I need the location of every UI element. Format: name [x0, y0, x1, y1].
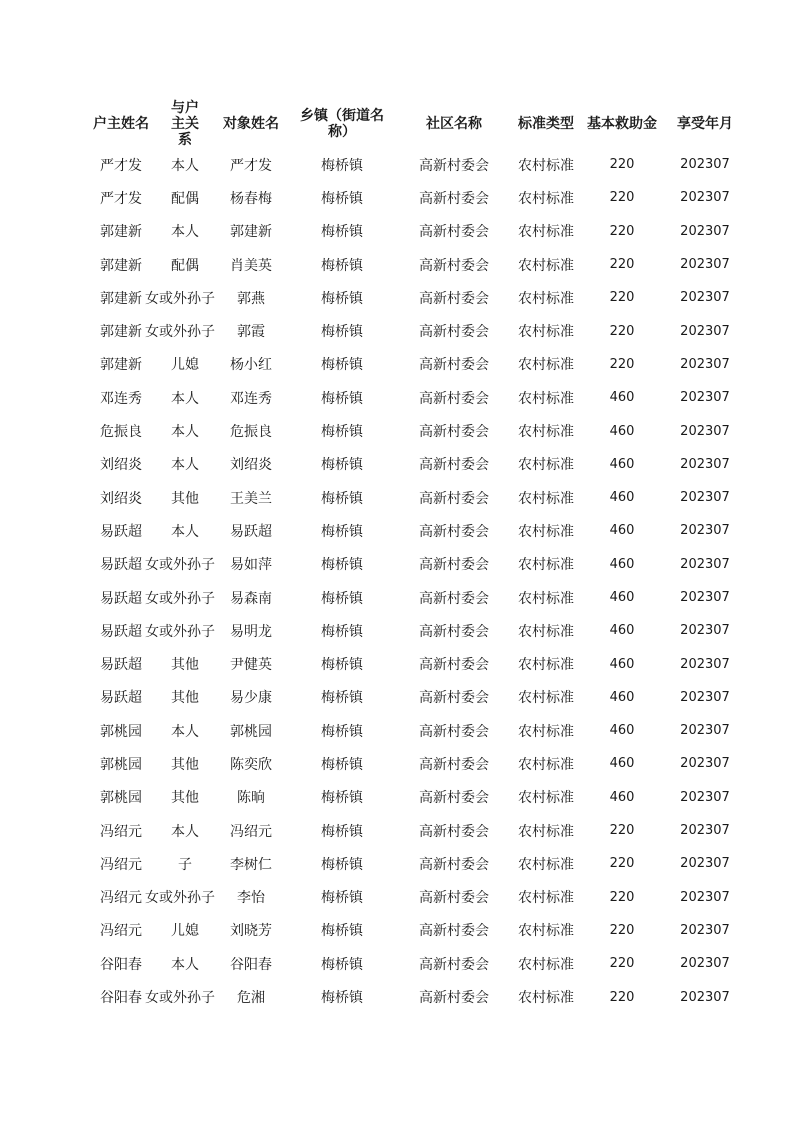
relation-cell [145, 614, 216, 647]
township-cell: 梅桥镇 [321, 190, 363, 207]
relation-text: 子 [178, 856, 192, 873]
year-month-cell: 202307 [680, 257, 730, 273]
relation-text: 女或外孙子 [145, 290, 215, 307]
table-row [88, 548, 748, 581]
householder-cell: 冯绍元 [100, 923, 142, 940]
standard-type-cell: 农村标准 [518, 224, 574, 241]
community-cell: 高新村委会 [419, 823, 489, 840]
relation-text: 配偶 [171, 190, 199, 207]
householder-cell: 邓连秀 [100, 390, 142, 407]
relation-text: 其他 [171, 790, 199, 807]
relation-cell [154, 914, 216, 947]
year-month-cell: 202307 [680, 190, 730, 206]
recipient-cell: 李怡 [237, 890, 265, 907]
relation-cell [154, 248, 216, 281]
basic-aid-cell: 220 [609, 956, 635, 972]
basic-aid-cell: 220 [609, 889, 635, 905]
community-cell: 高新村委会 [419, 890, 489, 907]
community-cell: 高新村委会 [419, 290, 489, 307]
standard-type-cell: 农村标准 [518, 990, 574, 1007]
recipient-cell: 易跃超 [230, 523, 272, 540]
standard-type-cell: 农村标准 [518, 956, 574, 973]
standard-type-cell: 农村标准 [518, 590, 574, 607]
relation-text: 本人 [171, 457, 199, 474]
basic-aid-cell: 220 [609, 257, 635, 273]
recipient-cell: 陈奕欣 [230, 756, 272, 773]
community-cell: 高新村委会 [419, 657, 489, 674]
standard-type-cell: 农村标准 [518, 390, 574, 407]
householder-cell: 易跃超 [100, 523, 142, 540]
community-cell: 高新村委会 [419, 856, 489, 873]
relation-text: 其他 [171, 756, 199, 773]
township-cell: 梅桥镇 [321, 990, 363, 1007]
relation-text: 女或外孙子 [145, 590, 215, 607]
table-row [88, 348, 748, 381]
col-header-community: 社区名称 [426, 116, 482, 132]
basic-aid-cell: 460 [609, 689, 635, 705]
recipient-cell: 刘绍炎 [230, 457, 272, 474]
householder-cell: 易跃超 [100, 590, 142, 607]
year-month-cell: 202307 [680, 889, 730, 905]
community-cell: 高新村委会 [419, 990, 489, 1007]
basic-aid-cell: 220 [609, 356, 635, 372]
recipient-cell: 危振良 [230, 424, 272, 441]
standard-type-cell: 农村标准 [518, 357, 574, 374]
community-cell: 高新村委会 [419, 923, 489, 940]
householder-cell: 冯绍元 [100, 890, 142, 907]
table-row [88, 148, 748, 181]
relation-cell [154, 348, 216, 381]
relation-text: 儿媳 [171, 357, 199, 374]
col-header-township: 乡镇（街道名称） [300, 108, 384, 140]
basic-aid-cell: 460 [609, 556, 635, 572]
table-row [88, 514, 748, 547]
township-cell: 梅桥镇 [321, 623, 363, 640]
relation-cell [154, 647, 216, 680]
year-month-cell: 202307 [680, 490, 730, 506]
township-cell: 梅桥镇 [321, 956, 363, 973]
relation-text: 女或外孙子 [145, 557, 215, 574]
relation-text: 女或外孙子 [145, 623, 215, 640]
table-row [88, 581, 748, 614]
relation-cell [145, 881, 216, 914]
table-row [88, 814, 748, 847]
table-row [88, 181, 748, 214]
relation-text: 本人 [171, 224, 199, 241]
relation-text: 女或外孙子 [145, 990, 215, 1007]
relation-cell [145, 281, 216, 314]
col-header-basic-aid: 基本救助金 [587, 116, 657, 132]
community-cell: 高新村委会 [419, 723, 489, 740]
basic-aid-cell: 460 [609, 723, 635, 739]
householder-cell: 郭桃园 [100, 790, 142, 807]
recipient-cell: 易明龙 [230, 623, 272, 640]
table-row [88, 881, 748, 914]
township-cell: 梅桥镇 [321, 390, 363, 407]
householder-cell: 严才发 [100, 190, 142, 207]
relation-text: 女或外孙子 [145, 324, 215, 341]
standard-type-cell: 农村标准 [518, 257, 574, 274]
basic-aid-cell: 220 [609, 823, 635, 839]
recipient-cell: 刘晓芳 [230, 923, 272, 940]
recipient-cell: 郭燕 [237, 290, 265, 307]
relation-text: 女或外孙子 [145, 890, 215, 907]
householder-cell: 危振良 [100, 424, 142, 441]
table-row [88, 414, 748, 447]
basic-aid-cell: 220 [609, 922, 635, 938]
relation-cell [154, 814, 216, 847]
standard-type-cell: 农村标准 [518, 657, 574, 674]
table-row [88, 781, 748, 814]
relation-cell [154, 781, 216, 814]
township-cell: 梅桥镇 [321, 424, 363, 441]
relation-text: 本人 [171, 956, 199, 973]
householder-cell: 易跃超 [100, 557, 142, 574]
table-row [88, 714, 748, 747]
year-month-cell: 202307 [680, 789, 730, 805]
relation-cell [154, 847, 216, 880]
table-row [88, 914, 748, 947]
relation-text: 本人 [171, 523, 199, 540]
relation-cell [154, 148, 216, 181]
recipient-cell: 谷阳春 [230, 956, 272, 973]
year-month-cell: 202307 [680, 390, 730, 406]
relation-text: 配偶 [171, 257, 199, 274]
recipient-cell: 冯绍元 [230, 823, 272, 840]
table-row [88, 847, 748, 880]
township-cell: 梅桥镇 [321, 257, 363, 274]
recipient-cell: 易森南 [230, 590, 272, 607]
table-row [88, 747, 748, 780]
relation-cell [154, 947, 216, 980]
standard-type-cell: 农村标准 [518, 623, 574, 640]
col-header-relation: 与户主关系 [171, 100, 199, 148]
recipient-cell: 尹健英 [230, 657, 272, 674]
township-cell: 梅桥镇 [321, 823, 363, 840]
community-cell: 高新村委会 [419, 557, 489, 574]
standard-type-cell: 农村标准 [518, 157, 574, 174]
recipient-cell: 杨春梅 [230, 190, 272, 207]
community-cell: 高新村委会 [419, 224, 489, 241]
township-cell: 梅桥镇 [321, 690, 363, 707]
basic-aid-cell: 220 [609, 223, 635, 239]
standard-type-cell: 农村标准 [518, 523, 574, 540]
relation-text: 其他 [171, 490, 199, 507]
community-cell: 高新村委会 [419, 157, 489, 174]
township-cell: 梅桥镇 [321, 224, 363, 241]
relation-cell [154, 448, 216, 481]
relation-cell [154, 747, 216, 780]
table-row [88, 614, 748, 647]
township-cell: 梅桥镇 [321, 290, 363, 307]
year-month-cell: 202307 [680, 157, 730, 173]
year-month-cell: 202307 [680, 290, 730, 306]
recipient-cell: 易如萍 [230, 557, 272, 574]
basic-aid-cell: 460 [609, 490, 635, 506]
householder-cell: 谷阳春 [100, 990, 142, 1007]
recipient-cell: 王美兰 [230, 490, 272, 507]
relation-cell [154, 514, 216, 547]
relation-cell [154, 681, 216, 714]
community-cell: 高新村委会 [419, 357, 489, 374]
basic-aid-cell: 460 [609, 456, 635, 472]
assistance-table [88, 100, 748, 1014]
relation-cell [154, 414, 216, 447]
relation-cell [145, 980, 216, 1013]
standard-type-cell: 农村标准 [518, 557, 574, 574]
basic-aid-cell: 460 [609, 789, 635, 805]
table-row [88, 448, 748, 481]
basic-aid-cell: 220 [609, 856, 635, 872]
table-row [88, 647, 748, 680]
basic-aid-cell: 220 [609, 157, 635, 173]
standard-type-cell: 农村标准 [518, 190, 574, 207]
recipient-cell: 杨小红 [230, 357, 272, 374]
table-row [88, 381, 748, 414]
table-body [88, 148, 748, 1014]
year-month-cell: 202307 [680, 223, 730, 239]
relation-cell [154, 714, 216, 747]
table-row [88, 281, 748, 314]
relation-cell [154, 381, 216, 414]
year-month-cell: 202307 [680, 922, 730, 938]
township-cell: 梅桥镇 [321, 756, 363, 773]
householder-cell: 冯绍元 [100, 856, 142, 873]
community-cell: 高新村委会 [419, 790, 489, 807]
householder-cell: 易跃超 [100, 690, 142, 707]
householder-cell: 郭建新 [100, 290, 142, 307]
community-cell: 高新村委会 [419, 623, 489, 640]
householder-cell: 郭桃园 [100, 756, 142, 773]
township-cell: 梅桥镇 [321, 856, 363, 873]
recipient-cell: 陈晌 [237, 790, 265, 807]
householder-cell: 郭建新 [100, 224, 142, 241]
relation-text: 其他 [171, 657, 199, 674]
table-row [88, 681, 748, 714]
table-row [88, 314, 748, 347]
householder-cell: 易跃超 [100, 657, 142, 674]
householder-cell: 郭桃园 [100, 723, 142, 740]
relation-cell [154, 181, 216, 214]
township-cell: 梅桥镇 [321, 890, 363, 907]
householder-cell: 刘绍炎 [100, 490, 142, 507]
relation-text: 本人 [171, 390, 199, 407]
year-month-cell: 202307 [680, 723, 730, 739]
township-cell: 梅桥镇 [321, 790, 363, 807]
community-cell: 高新村委会 [419, 190, 489, 207]
community-cell: 高新村委会 [419, 690, 489, 707]
year-month-cell: 202307 [680, 856, 730, 872]
basic-aid-cell: 220 [609, 290, 635, 306]
township-cell: 梅桥镇 [321, 357, 363, 374]
community-cell: 高新村委会 [419, 324, 489, 341]
standard-type-cell: 农村标准 [518, 890, 574, 907]
township-cell: 梅桥镇 [321, 324, 363, 341]
community-cell: 高新村委会 [419, 257, 489, 274]
householder-cell: 谷阳春 [100, 956, 142, 973]
township-cell: 梅桥镇 [321, 523, 363, 540]
relation-text: 本人 [171, 424, 199, 441]
township-cell: 梅桥镇 [321, 723, 363, 740]
basic-aid-cell: 460 [609, 656, 635, 672]
relation-text: 本人 [171, 723, 199, 740]
table-row [88, 215, 748, 248]
relation-text: 儿媳 [171, 923, 199, 940]
standard-type-cell: 农村标准 [518, 790, 574, 807]
relation-cell [145, 314, 216, 347]
year-month-cell: 202307 [680, 689, 730, 705]
relation-text: 其他 [171, 690, 199, 707]
year-month-cell: 202307 [680, 756, 730, 772]
year-month-cell: 202307 [680, 623, 730, 639]
standard-type-cell: 农村标准 [518, 723, 574, 740]
year-month-cell: 202307 [680, 956, 730, 972]
year-month-cell: 202307 [680, 423, 730, 439]
standard-type-cell: 农村标准 [518, 690, 574, 707]
householder-cell: 郭建新 [100, 257, 142, 274]
basic-aid-cell: 220 [609, 989, 635, 1005]
householder-cell: 郭建新 [100, 357, 142, 374]
relation-cell [154, 481, 216, 514]
community-cell: 高新村委会 [419, 424, 489, 441]
recipient-cell: 郭桃园 [230, 723, 272, 740]
col-header-recipient: 对象姓名 [223, 116, 279, 132]
recipient-cell: 易少康 [230, 690, 272, 707]
standard-type-cell: 农村标准 [518, 856, 574, 873]
col-header-householder: 户主姓名 [93, 116, 149, 132]
relation-text: 本人 [171, 157, 199, 174]
basic-aid-cell: 460 [609, 523, 635, 539]
township-cell: 梅桥镇 [321, 923, 363, 940]
recipient-cell: 郭建新 [230, 224, 272, 241]
table-row [88, 947, 748, 980]
standard-type-cell: 农村标准 [518, 424, 574, 441]
township-cell: 梅桥镇 [321, 457, 363, 474]
year-month-cell: 202307 [680, 356, 730, 372]
community-cell: 高新村委会 [419, 457, 489, 474]
township-cell: 梅桥镇 [321, 157, 363, 174]
relation-text: 本人 [171, 823, 199, 840]
table-header-row [88, 100, 748, 148]
township-cell: 梅桥镇 [321, 657, 363, 674]
standard-type-cell: 农村标准 [518, 756, 574, 773]
recipient-cell: 肖美英 [230, 257, 272, 274]
township-cell: 梅桥镇 [321, 590, 363, 607]
basic-aid-cell: 220 [609, 323, 635, 339]
community-cell: 高新村委会 [419, 590, 489, 607]
basic-aid-cell: 460 [609, 623, 635, 639]
householder-cell: 郭建新 [100, 324, 142, 341]
recipient-cell: 李树仁 [230, 856, 272, 873]
year-month-cell: 202307 [680, 823, 730, 839]
year-month-cell: 202307 [680, 456, 730, 472]
standard-type-cell: 农村标准 [518, 490, 574, 507]
standard-type-cell: 农村标准 [518, 290, 574, 307]
standard-type-cell: 农村标准 [518, 324, 574, 341]
year-month-cell: 202307 [680, 323, 730, 339]
year-month-cell: 202307 [680, 523, 730, 539]
recipient-cell: 严才发 [230, 157, 272, 174]
standard-type-cell: 农村标准 [518, 923, 574, 940]
basic-aid-cell: 460 [609, 390, 635, 406]
community-cell: 高新村委会 [419, 390, 489, 407]
table-row [88, 248, 748, 281]
recipient-cell: 邓连秀 [230, 390, 272, 407]
standard-type-cell: 农村标准 [518, 823, 574, 840]
standard-type-cell: 农村标准 [518, 457, 574, 474]
basic-aid-cell: 460 [609, 423, 635, 439]
householder-cell: 刘绍炎 [100, 457, 142, 474]
community-cell: 高新村委会 [419, 490, 489, 507]
year-month-cell: 202307 [680, 656, 730, 672]
table-row [88, 481, 748, 514]
year-month-cell: 202307 [680, 590, 730, 605]
table-row [88, 980, 748, 1013]
relation-cell [154, 215, 216, 248]
recipient-cell: 危湘 [237, 990, 265, 1007]
col-header-year-month: 享受年月 [677, 116, 733, 132]
householder-cell: 冯绍元 [100, 823, 142, 840]
year-month-cell: 202307 [680, 989, 730, 1005]
relation-cell [145, 581, 216, 614]
community-cell: 高新村委会 [419, 523, 489, 540]
township-cell: 梅桥镇 [321, 490, 363, 507]
basic-aid-cell: 460 [609, 590, 635, 605]
col-header-standard-type: 标准类型 [518, 116, 574, 132]
basic-aid-cell: 460 [609, 756, 635, 772]
relation-cell [145, 548, 216, 581]
recipient-cell: 郭霞 [237, 324, 265, 341]
community-cell: 高新村委会 [419, 756, 489, 773]
basic-aid-cell: 220 [609, 190, 635, 206]
township-cell: 梅桥镇 [321, 557, 363, 574]
community-cell: 高新村委会 [419, 956, 489, 973]
year-month-cell: 202307 [680, 556, 730, 572]
householder-cell: 易跃超 [100, 623, 142, 640]
householder-cell: 严才发 [100, 157, 142, 174]
